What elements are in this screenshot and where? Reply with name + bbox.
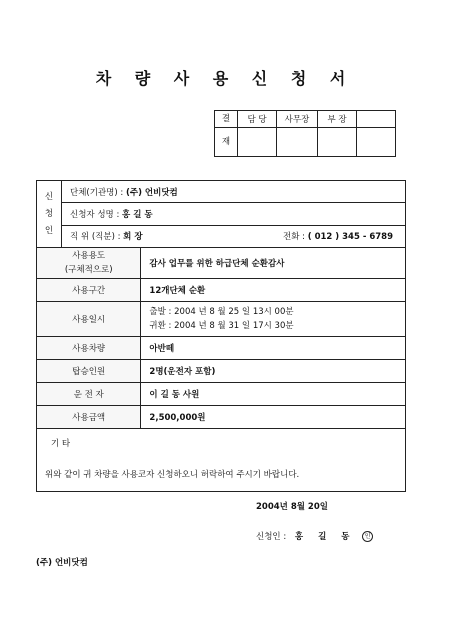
etc-label: 기 타	[51, 439, 71, 449]
org-row[interactable]	[62, 181, 406, 203]
application-form	[36, 180, 406, 492]
approval-box	[214, 110, 396, 157]
amount-value[interactable]: 2,500,000원	[141, 406, 406, 429]
org-label: 단체(기관명) :	[70, 187, 124, 198]
approval-sign-blank[interactable]	[357, 128, 396, 157]
vehicle-value[interactable]: 아반떼	[141, 337, 406, 360]
datetime-label: 사용일시	[37, 302, 141, 337]
applicant-signature-line	[256, 530, 373, 542]
etc-row[interactable]	[37, 429, 406, 492]
position-label: 직 위 (직분) :	[70, 232, 121, 243]
position-value: 회 장	[123, 232, 143, 243]
purpose-value[interactable]: 감사 업무를 위한 하급단체 순환감사	[141, 248, 406, 279]
purpose-label: 사용용도	[72, 251, 106, 261]
purpose-sub-label: (구체적으로)	[64, 265, 113, 275]
datetime-value[interactable]	[141, 302, 406, 337]
approval-header-director: 부 장	[318, 111, 357, 128]
applicant-side-label: 신 청 인	[37, 181, 62, 248]
section-label: 사용구간	[37, 279, 141, 302]
passengers-value[interactable]: 2명(운전자 포함)	[141, 360, 406, 383]
org-value: (주) 언비닷컴	[125, 187, 178, 198]
driver-label: 운 전 자	[37, 383, 141, 406]
notice-text: 위와 같이 귀 차량을 사용코자 신청하오니 허락하여 주시기 바랍니다.	[45, 470, 300, 480]
approval-sign-director[interactable]	[318, 128, 357, 157]
approval-side-top: 결	[215, 111, 238, 128]
approval-header-office-manager: 사무장	[277, 111, 318, 128]
passengers-label: 탑승인원	[37, 360, 141, 383]
approval-sign-staff[interactable]	[238, 128, 277, 157]
amount-label: 사용금액	[37, 406, 141, 429]
position-row[interactable]	[62, 225, 406, 247]
section-value[interactable]: 12개단체 순환	[141, 279, 406, 302]
phone-label: 전화 :	[283, 232, 306, 243]
company-footer: (주) 언비닷컴	[36, 558, 88, 568]
applicant-sign-name: 홍 길 동	[294, 532, 356, 542]
approval-header-staff: 담 당	[238, 111, 277, 128]
document-title: 차 량 사 용 신 청 서	[95, 69, 355, 88]
return-label: 귀환 :	[149, 321, 172, 331]
applicant-sign-label: 신청인 :	[256, 532, 287, 542]
return-value: 2004 년 8 월 31 일 17시 30분	[174, 321, 294, 331]
driver-value[interactable]: 이 길 동 사원	[141, 383, 406, 406]
name-value: 홍 길 동	[122, 209, 153, 220]
application-date: 2004년 8월 20일	[256, 502, 328, 512]
approval-header-blank	[357, 111, 396, 128]
depart-value: 2004 년 8 월 25 일 13시 00분	[174, 307, 294, 317]
purpose-label-cell	[37, 248, 141, 279]
approval-sign-office-manager[interactable]	[277, 128, 318, 157]
seal-stamp: 인	[362, 531, 373, 542]
name-row[interactable]	[62, 203, 406, 225]
phone-value: ( 012 ) 345 - 6789	[307, 232, 393, 243]
vehicle-label: 사용차량	[37, 337, 141, 360]
name-label: 신청자 성명 :	[70, 209, 120, 220]
depart-label: 출발 :	[149, 307, 172, 317]
approval-side-bottom: 재	[215, 128, 238, 157]
